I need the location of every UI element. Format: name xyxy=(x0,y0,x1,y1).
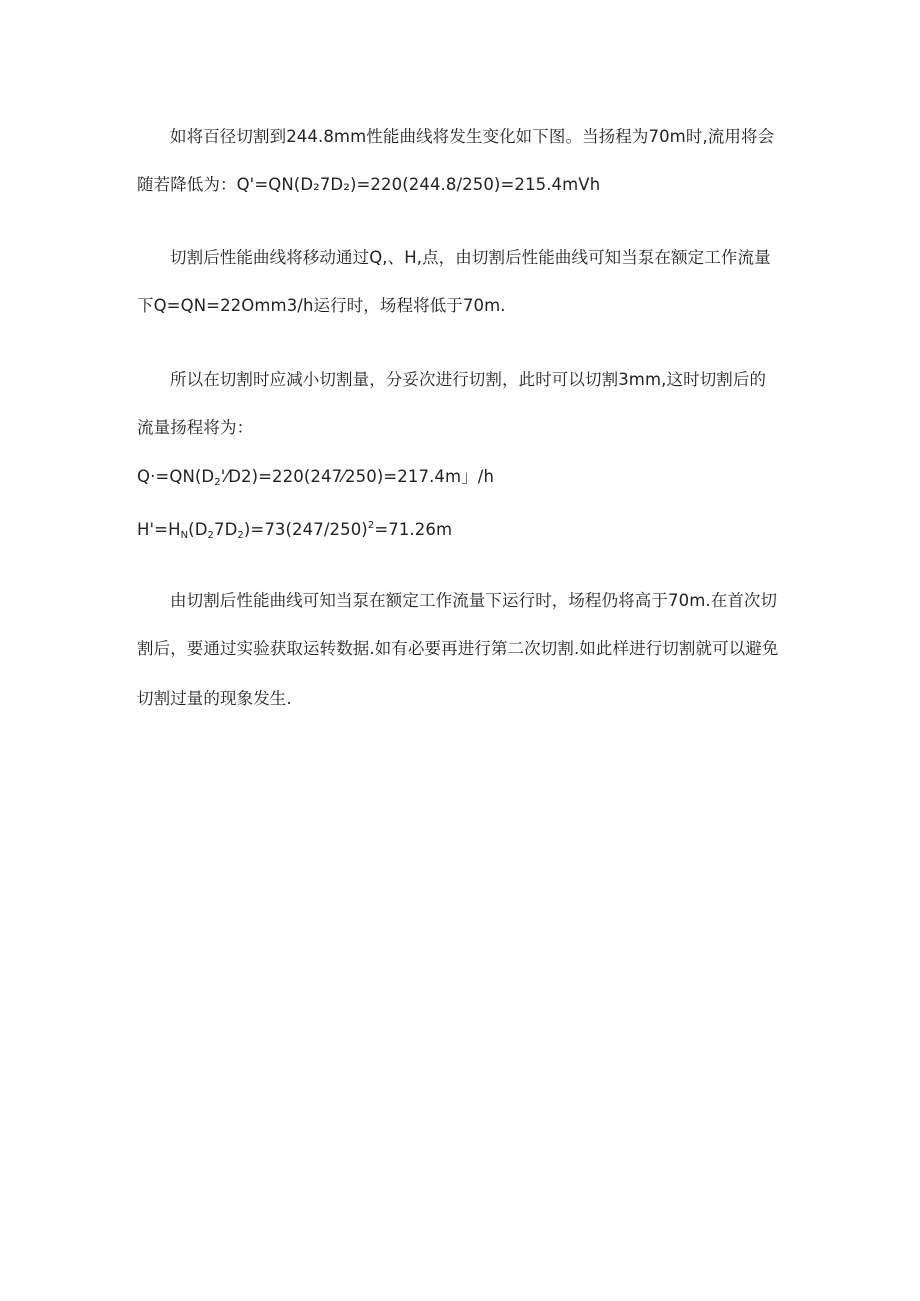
paragraph-1-line-2: 随若降低为：Q'=QN(D₂7D₂)=220(244.8/250)=215.4mVh xyxy=(137,175,601,194)
paragraph-4-line-3: 切割过量的现象发生. xyxy=(137,689,292,708)
formula-q-subscript: 2 xyxy=(214,477,221,488)
formula-h-subscript-2b: 2 xyxy=(237,530,244,541)
paragraph-4-line-2: 割后，要通过实验获取运转数据.如有必要再进行第二次切割.如此样进行切割就可以避免 xyxy=(137,639,779,658)
formula-h-subscript-2a: 2 xyxy=(207,530,214,541)
formula-h-prime xyxy=(137,519,452,541)
formula-h-part-b: (D xyxy=(188,520,208,539)
paragraph-3-line-1: 所以在切割时应减小切割量，分妥次进行切割，此时可以切割3mm,这时切割后的 xyxy=(170,370,767,389)
paragraph-2-line-2: 下Q=QN=22Omm3/h运行时，场程将低于70m. xyxy=(137,296,506,315)
paragraph-3-line-2: 流量扬程将为： xyxy=(137,418,254,437)
formula-h-superscript: 2 xyxy=(367,520,375,531)
paragraph-2-line-1: 切割后性能曲线将移动通过Q,、H,点，由切割后性能曲线可知当泵在额定工作流量 xyxy=(170,248,771,267)
formula-h-part-d: )=73(247/250) xyxy=(243,520,368,539)
formula-q-part-a: Q·=QN(D xyxy=(137,467,215,486)
paragraph-1-line-1: 如将百径切割到244.8mm性能曲线将发生变化如下图。当扬程为70m时,流用将会 xyxy=(170,127,775,146)
formula-h-part-a: H'=H xyxy=(137,520,181,539)
formula-q-part-b: '⁄D2)=220(247⁄250)=217.4m」/h xyxy=(220,467,495,486)
formula-h-part-e: =71.26m xyxy=(374,520,453,539)
formula-h-part-c: 7D xyxy=(213,520,238,539)
formula-h-subscript-n: N xyxy=(180,530,189,541)
formula-q-prime xyxy=(137,466,494,488)
paragraph-4-line-1: 由切割后性能曲线可知当泵在额定工作流量下运行时，场程仍将高于70m.在首次切 xyxy=(170,591,778,610)
